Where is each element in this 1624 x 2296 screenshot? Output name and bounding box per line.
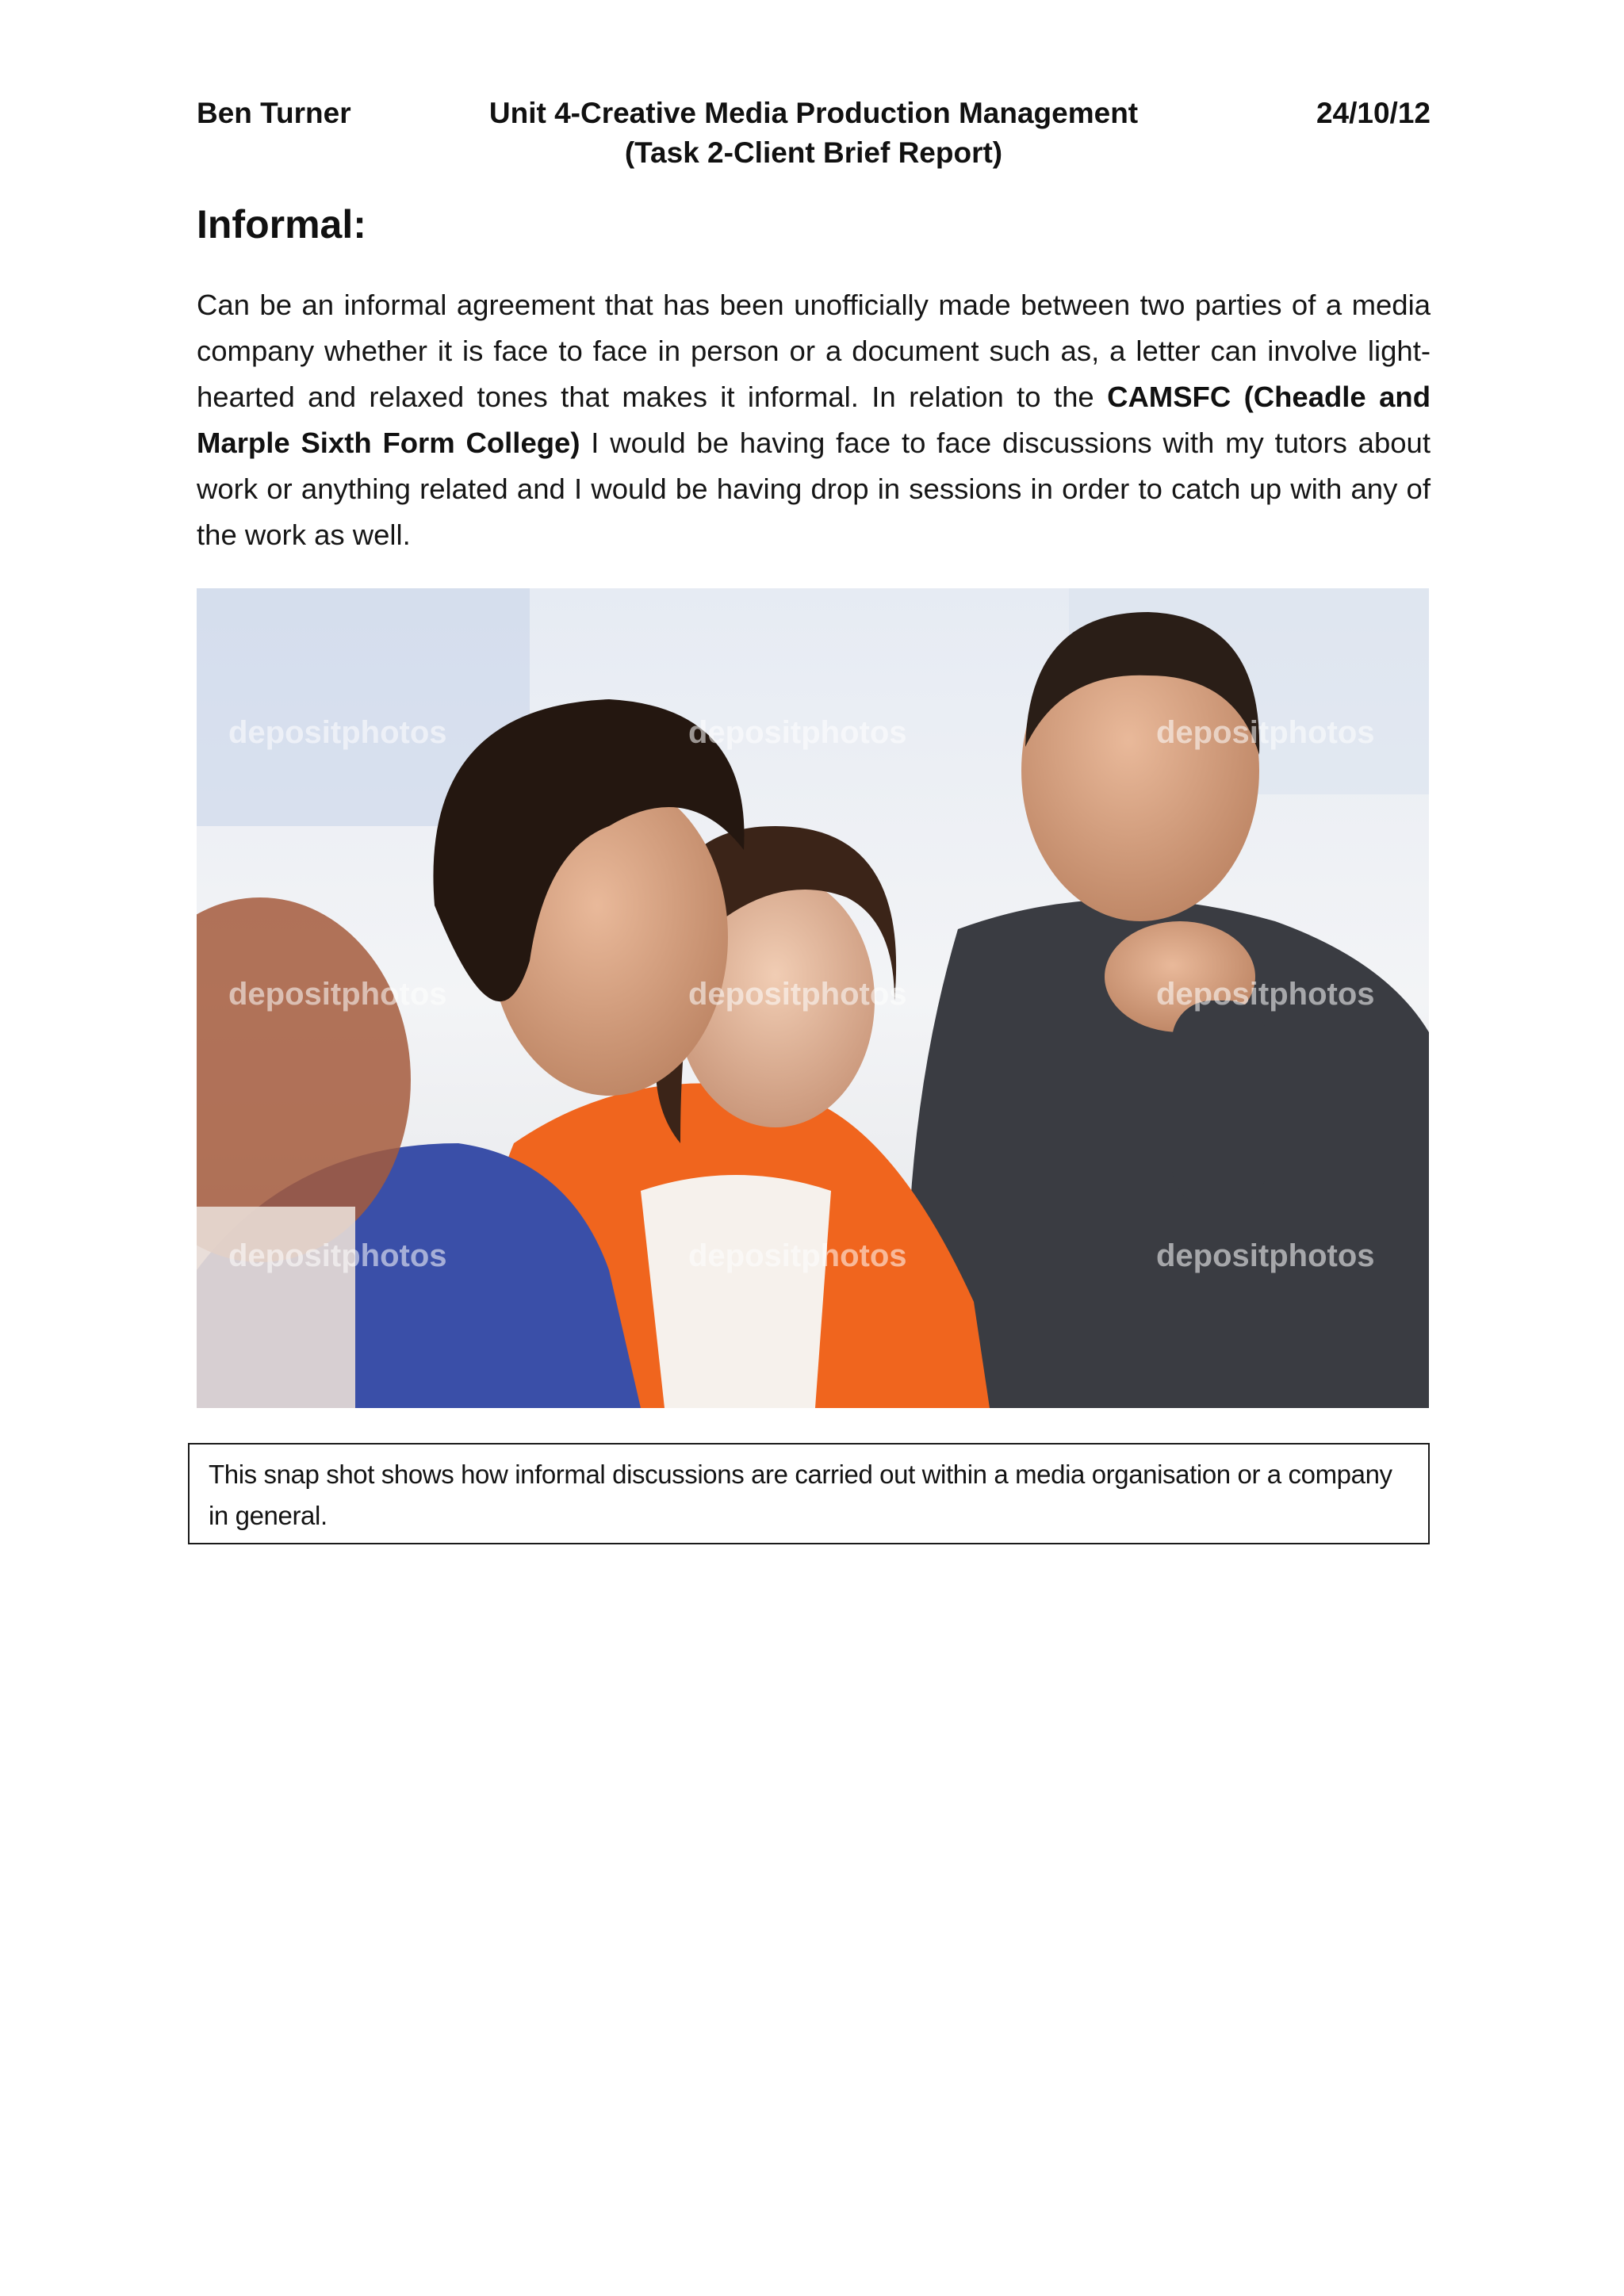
page-header [197,94,1431,189]
title-line-1: Unit 4-Creative Media Production Management [488,97,1139,129]
paragraph-text-2: I would be having face to face discussions with my tutors about work or anything related and I would be having drop in sessions in order to catch up with any of the work as well. [197,427,1431,551]
watermark-text: depositphotos [688,1238,907,1273]
watermark-text: depositphotos [228,977,447,1012]
author-name: Ben Turner [197,97,351,129]
watermark-text: depositphotos [1156,1238,1375,1273]
watermark-text: depositphotos [1156,715,1375,750]
paragraph-bold-text: CAMSFC (Cheadle and Marple Sixth Form College) [197,381,1431,459]
paragraph-text-1: Can be an informal agreement that has been unofficially made between two parties of a media company whether it is face to face in person or a document such as, a letter can involve light-hearted and relaxed tones that makes it informal. In relation to the [197,289,1431,413]
document-date: 24/10/12 [1316,97,1431,129]
photo-caption: This snap shot shows how informal discussions are carried out within a media organisation or a company in general. [209,1460,1392,1530]
section-paragraph [197,282,1431,558]
section-heading: Informal: [197,202,366,247]
document-title [197,94,1431,173]
watermark-text: depositphotos [688,977,907,1012]
watermark-text: depositphotos [688,715,907,750]
watermark-text: depositphotos [228,715,447,750]
photo-illustration [197,588,1429,1408]
title-line-2: (Task 2-Client Brief Report) [624,136,1003,169]
photo-caption-box [188,1443,1430,1544]
discussion-photo [197,588,1429,1408]
watermark-text: depositphotos [228,1238,447,1273]
watermark-text: depositphotos [1156,977,1375,1012]
